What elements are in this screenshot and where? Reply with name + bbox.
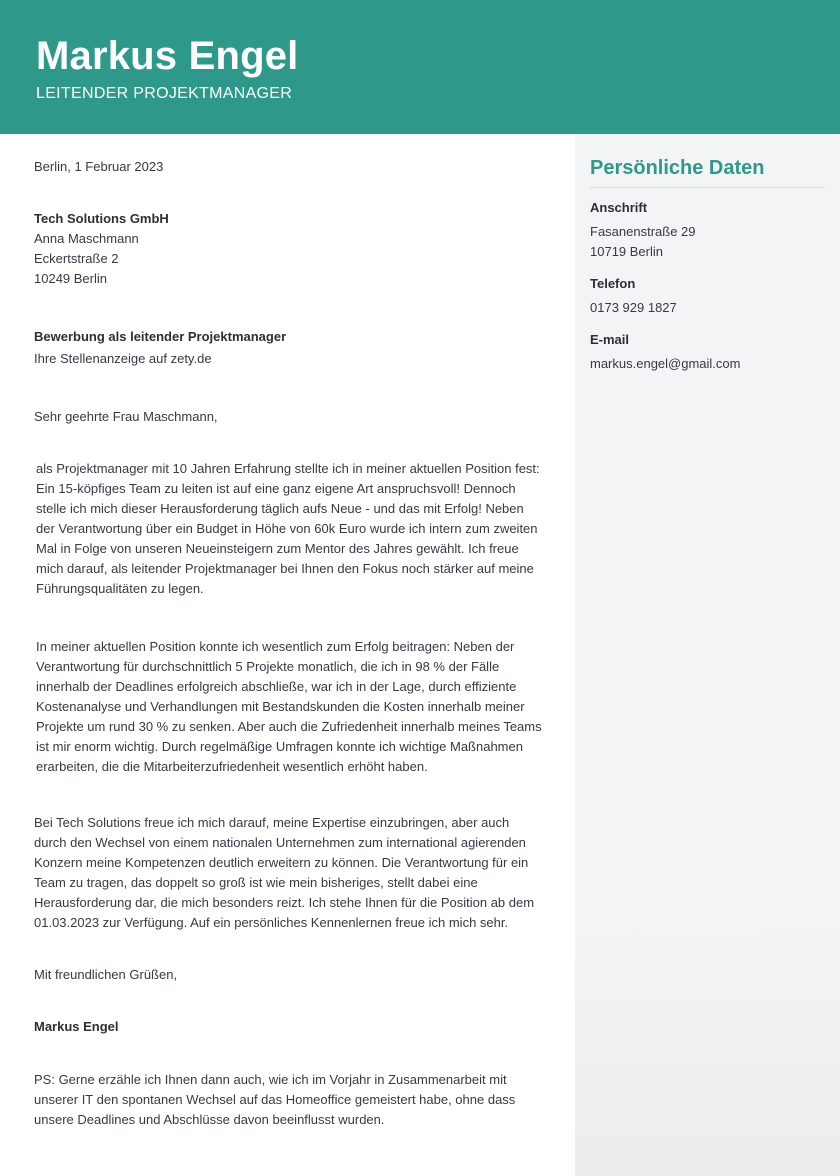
salutation: Sehr geehrte Frau Maschmann, (34, 409, 218, 424)
recipient-city: 10249 Berlin (34, 271, 107, 286)
address-label: Anschrift (590, 200, 648, 215)
subject-reference: Ihre Stellenanzeige auf zety.de (34, 351, 212, 366)
paragraph-intro: als Projektmanager mit 10 Jahren Erfahrung stellte ich in meiner aktuellen Position fest: Ein 15-köpfiges Team zu leiten ist auf eine ganz eigene Art anspruchsvoll! Dennoch stelle ich mich dieser Herausforderung täglich aufs Neue - und das mit Erfolg! Neben der Verantwortung über ein Budget in Höhe von 60k Euro wurde ich intern zum zweiten Mal in Folge von unseren Neueinsteigern zum Mentor des Jahres gewählt. Ich freue mich darauf, als leitender Projektmanager bei Ihnen den Fokus noch stärker auf meine Führungsqualitäten zu legen. (36, 461, 540, 596)
paragraph-motivation: Bei Tech Solutions freue ich mich darauf, meine Expertise einzubringen, aber auch durch den Wechsel von einem nationalen Unternehmen zum international agierenden Konzern meine Kompetenzen deutlich erweitern zu können. Die Verantwortung für ein Team zu tragen, das doppelt so groß ist wie mein bisheriges, stellt dabei eine Herausforderung dar, die mich besonders reizt. Ich stehe Ihnen für die Position ab dem 01.03.2023 zur Verfügung. Auf ein persönliches Kennenlernen freue ich mich sehr. (34, 815, 535, 930)
phone-label: Telefon (590, 276, 636, 291)
address-street: Fasanenstraße 29 (590, 224, 696, 239)
paragraph-achievements: In meiner aktuellen Position konnte ich wesentlich zum Erfolg beitragen: Neben der Verantwortung für durchschnittlich 5 Projekte monatlich, die ich in 98 % der Fälle innerhalb der Deadlines erfolgreich abschließe, war ich in der Lage, durch effiziente Kostenanalyse und Verhandlungen mit Bestandskunden die Kosten innerhalb meiner Projekte um rund 30 % zu senken. Aber auch die Zufriedenheit innerhalb meines Teams ist mir enorm wichtig. Durch regelmäßige Umfragen konnte ich wichtige Maßnahmen erarbeiten, die die Mitarbeiterzufriedenheit wesentlich erhöht haben. (36, 639, 542, 774)
signature: Markus Engel (34, 1019, 119, 1034)
letter-subject: Bewerbung als leitender Projektmanager (34, 329, 287, 344)
email-label: E-mail (590, 332, 630, 347)
place-date: Berlin, 1 Februar 2023 (34, 159, 164, 174)
job-title: LEITENDER PROJEKTMANAGER (36, 85, 293, 102)
postscript: PS: Gerne erzähle ich Ihnen dann auch, wie ich im Vorjahr in Zusammenarbeit mit unserer IT den spontanen Wechsel auf das Homeoffice gemeistert habe, ohne dass unsere Deadlines und Abschlüsse davon beeinflusst wurden. (34, 1072, 516, 1127)
recipient-company: Tech Solutions GmbH (34, 211, 169, 226)
section-divider (590, 187, 825, 188)
email-address: markus.engel@gmail.com (590, 356, 741, 371)
address-city: 10719 Berlin (590, 244, 663, 259)
section-title-personal-data: Persönliche Daten (590, 157, 765, 179)
applicant-name: Markus Engel (36, 34, 299, 78)
recipient-street: Eckertstraße 2 (34, 251, 119, 266)
phone-number: 0173 929 1827 (590, 300, 677, 315)
header-banner (0, 0, 840, 134)
closing: Mit freundlichen Grüßen, (34, 967, 178, 982)
recipient-name: Anna Maschmann (34, 231, 139, 246)
personal-data-sidebar (575, 134, 840, 1176)
